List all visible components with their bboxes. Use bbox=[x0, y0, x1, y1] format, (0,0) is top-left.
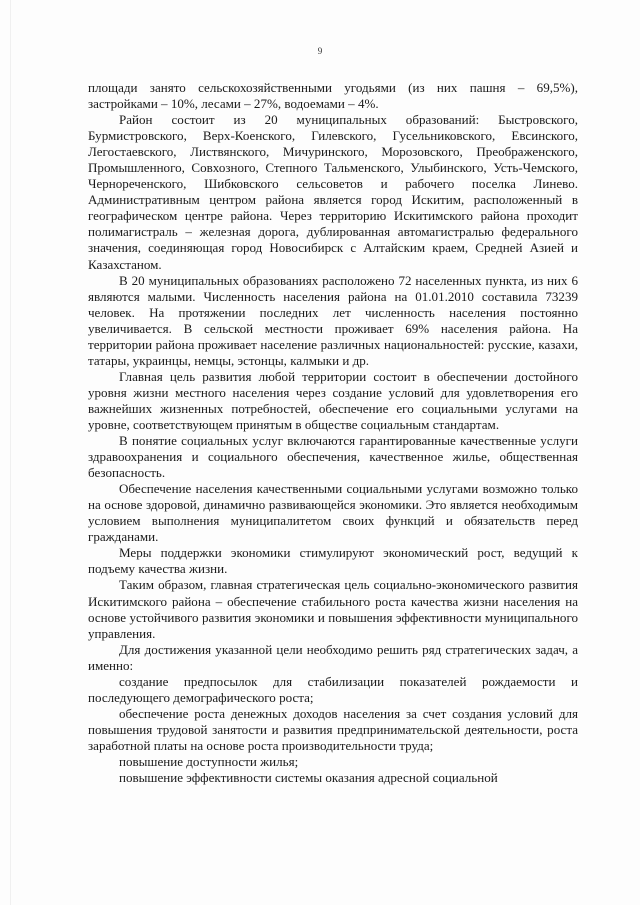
task-demography: создание предпосылок для стабилизации показателей рождаемости и последующего демографического роста; bbox=[88, 673, 578, 705]
document-body bbox=[88, 80, 578, 786]
paragraph-main-goal: Главная цель развития любой территории состоит в обеспечении достойного уровня жизни местного населения через создание условий для удовлетворения его важнейших жизненных потребностей, обеспечение его социальными услугами на уровне, соответствующем принятым в обществе социальным стандартам. bbox=[88, 368, 578, 432]
task-income: обеспечение роста денежных доходов населения за счет создания условий для повышения трудовой занятости и развития предпринимательской деятельности, роста заработной платы на основе роста производительности труда; bbox=[88, 705, 578, 753]
paragraph-economic-support: Меры поддержки экономики стимулируют экономический рост, ведущий к подъему качества жизни. bbox=[88, 545, 578, 577]
scan-edge bbox=[10, 0, 11, 905]
paragraph-land-use: площади занято сельскохозяйственными угодьями (из них пашня – 69,5%), застройками – 10%, лесами – 27%, водоемами – 4%. bbox=[88, 80, 578, 112]
paragraph-tasks-intro: Для достижения указанной цели необходимо решить ряд стратегических задач, а именно: bbox=[88, 641, 578, 673]
paragraph-economy-basis: Обеспечение населения качественными социальными услугами возможно только на основе здоровой, динамично развивающейся экономики. Это является необходимым условием выполнения муниципалитетом своих функций и обязательств перед гражданами. bbox=[88, 481, 578, 545]
task-social-support: повышение эффективности системы оказания адресной социальной bbox=[119, 770, 498, 786]
paragraph-population: В 20 муниципальных образованиях расположено 72 населенных пункта, из них 6 являются малыми. Численность населения района на 01.01.2010 составила 73239 человек. На протяжении последних лет численность населения постоянно увеличивается. В сельской местности проживает 69% населения района. На территории района проживает население различных национальностей: русские, казахи, татары, украинцы, немцы, эстонцы, калмыки и др. bbox=[88, 272, 578, 368]
task-housing: повышение доступности жилья; bbox=[119, 753, 299, 769]
paragraph-strategic-goal: Таким образом, главная стратегическая цель социально-экономического развития Искитимского района – обеспечение стабильного роста качества жизни населения на основе устойчивого развития экономики и повышения эффективности муниципального управления. bbox=[88, 577, 578, 641]
paragraph-municipalities: Район состоит из 20 муниципальных образований: Быстровского, Бурмистровского, Верх-Коенского, Гилевского, Гусельниковского, Евсинского, Легостаевского, Листвянского, Мичуринского, Морозовского, Преображенского, Промышленного, Совхозного, Степного Тальменского, Улыбинского, Усть-Чемского, Чернореченского, Шибковского сельсоветов и рабочего поселка Линево. Административным центром района является город Искитим, расположенный в географическом центре района. Через территорию Искитимского района проходит полимагистраль – железная дорога, дублированная автомагистралью федерального значения, соединяющая город Новосибирск с Алтайским краем, Средней Азией и Казахстаном. bbox=[88, 112, 578, 272]
paragraph-social-services: В понятие социальных услуг включаются гарантированные качественные услуги здравоохранения и социального обеспечения, качественное жилье, общественная безопасность. bbox=[88, 433, 578, 481]
page-number: 9 bbox=[317, 46, 323, 56]
